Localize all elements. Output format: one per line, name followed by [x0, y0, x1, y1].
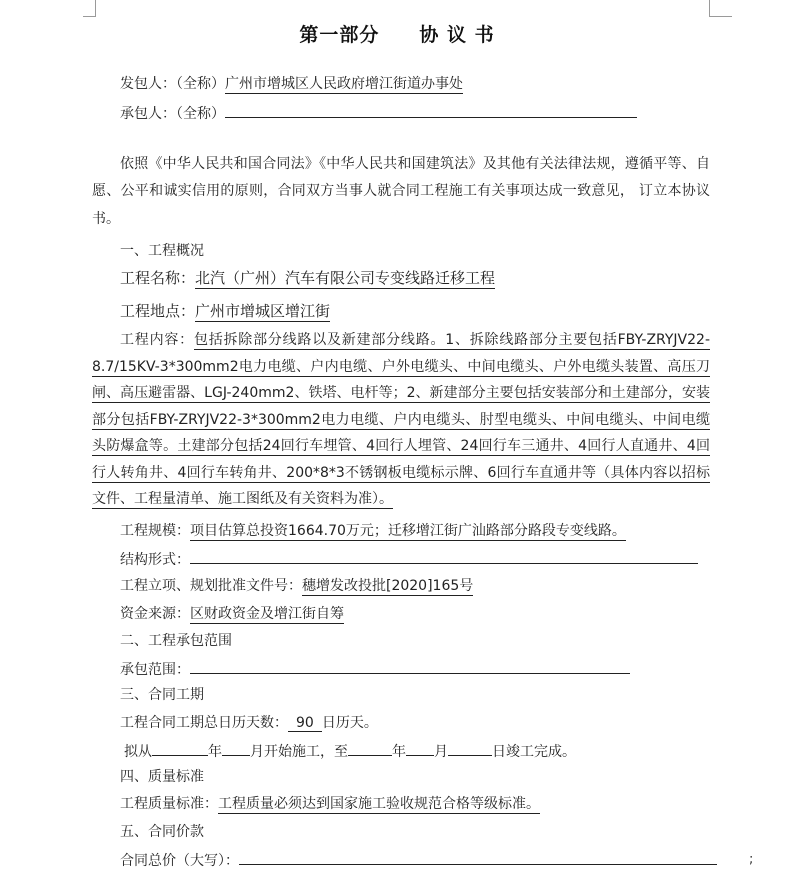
quality-value: 工程质量必须达到国家施工验收规范合格等级标准。 [218, 796, 540, 812]
approval-value: 穗增发改投批[2020]165号 [302, 578, 474, 594]
contractor-blank [225, 102, 637, 118]
structure-label: 结构形式： [120, 552, 190, 568]
price-line [120, 849, 717, 871]
page-corner-mark-top-right [709, 0, 732, 17]
schedule-text-3: 月开始施工，至 [250, 744, 348, 760]
section2-heading: 二、工程承包范围 [120, 633, 232, 649]
schedule-text-2: 年 [208, 744, 222, 760]
price-label: 合同总价（大写）： [120, 853, 239, 869]
schedule-text-5: 月 [434, 744, 448, 760]
schedule-text-6: 日竣工完成。 [492, 744, 576, 760]
quality-line [120, 794, 540, 814]
project-content-label: 工程内容： [120, 332, 194, 348]
scope-blank [190, 658, 630, 674]
section3-heading: 三、合同工期 [120, 687, 204, 703]
section5-heading: 五、合同价款 [120, 824, 204, 840]
project-scale-line [120, 521, 626, 541]
title-part: 第一部分 [299, 24, 380, 46]
schedule-text-4: 年 [392, 744, 406, 760]
price-blank [239, 849, 717, 865]
project-site-line [120, 301, 330, 321]
project-scale-label: 工程规模： [120, 523, 190, 539]
page-corner-mark-top-left [83, 0, 96, 17]
project-name-label: 工程名称： [120, 269, 196, 287]
duration-days-value: 90 [288, 715, 322, 732]
funding-value: 区财政资金及增江街自筹 [190, 606, 344, 622]
employer-label: 发包人：（全称） [120, 76, 225, 92]
structure-blank [190, 548, 698, 564]
scope-label: 承包范围： [120, 662, 190, 678]
project-name-value: 北汽（广州）汽车有限公司专变线路迁移工程 [195, 269, 496, 287]
funding-label: 资金来源： [120, 606, 190, 622]
preamble-paragraph: 依照《中华人民共和国合同法》《中华人民共和国建筑法》及其他有关法律法规，遵循平等、自愿、公平和诚实信用的原则，合同双方当事人就合同工程施工有关事项达成一致意见， 订立本协议书。 [92, 156, 710, 227]
schedule-line [124, 740, 576, 762]
approval-line [120, 576, 473, 596]
scope-line [120, 658, 630, 680]
duration-label: 工程合同工期总日历天数： [120, 715, 288, 731]
end-year-blank [348, 740, 392, 756]
structure-line [120, 548, 698, 570]
project-scale-value: 项目估算总投资1664.70万元；迁移增江街广汕路部分路段专变线路。 [190, 523, 626, 539]
duration-suffix: 日历天。 [321, 715, 378, 731]
approval-label: 工程立项、规划批准文件号： [120, 578, 302, 594]
project-site-label: 工程地点： [120, 302, 196, 320]
contractor-line [120, 102, 637, 124]
end-month-blank [406, 740, 434, 756]
schedule-text-1: 拟从 [124, 744, 152, 760]
project-name-line [120, 268, 495, 288]
section1-heading: 一、工程概况 [120, 243, 204, 259]
start-month-blank [222, 740, 250, 756]
end-day-blank [448, 740, 492, 756]
project-content-value: 包括拆除部分线路以及新建部分线路。1、拆除线路部分主要包括FBY-ZRYJV22-8.7/15KV-3*300mm2电力电缆、户内电缆、户外电缆头、中间电缆头、户外电缆头装置、高压刀闸、高压避雷器、LGJ-240mm2、铁塔、电杆等；2、新建部分主要包括安装部分和土建部分，安装部分包括FBY-ZRYJV22-3*300mm2电力电缆、户内电缆头、肘型电缆头、中间电缆头、中间电缆头防爆盒等。土建部分包括24回行车埋管、4回行人埋管、24回行车三通井、4回行人直通井、4回行人转角井、4回行车转角井、200*8*3不锈钢板电缆标示牌、6回行车直通井等（具体内容以招标文件、工程量清单、施工图纸及有关资料为准）。 [92, 332, 711, 507]
start-year-blank [152, 740, 208, 756]
document-title [0, 20, 794, 47]
funding-line [120, 604, 344, 624]
employer-value: 广州市增城区人民政府增江街道办事处 [225, 76, 463, 92]
title-name: 协 议 书 [419, 24, 495, 46]
project-content-paragraph [92, 327, 710, 513]
project-site-value: 广州市增城区增江街 [195, 302, 331, 320]
contractor-label: 承包人：（全称） [120, 106, 225, 122]
trailing-mark: ; [749, 852, 754, 867]
duration-line [120, 713, 378, 733]
employer-line [120, 74, 463, 94]
quality-label: 工程质量标准： [120, 796, 218, 812]
section4-heading: 四、质量标准 [120, 769, 204, 785]
